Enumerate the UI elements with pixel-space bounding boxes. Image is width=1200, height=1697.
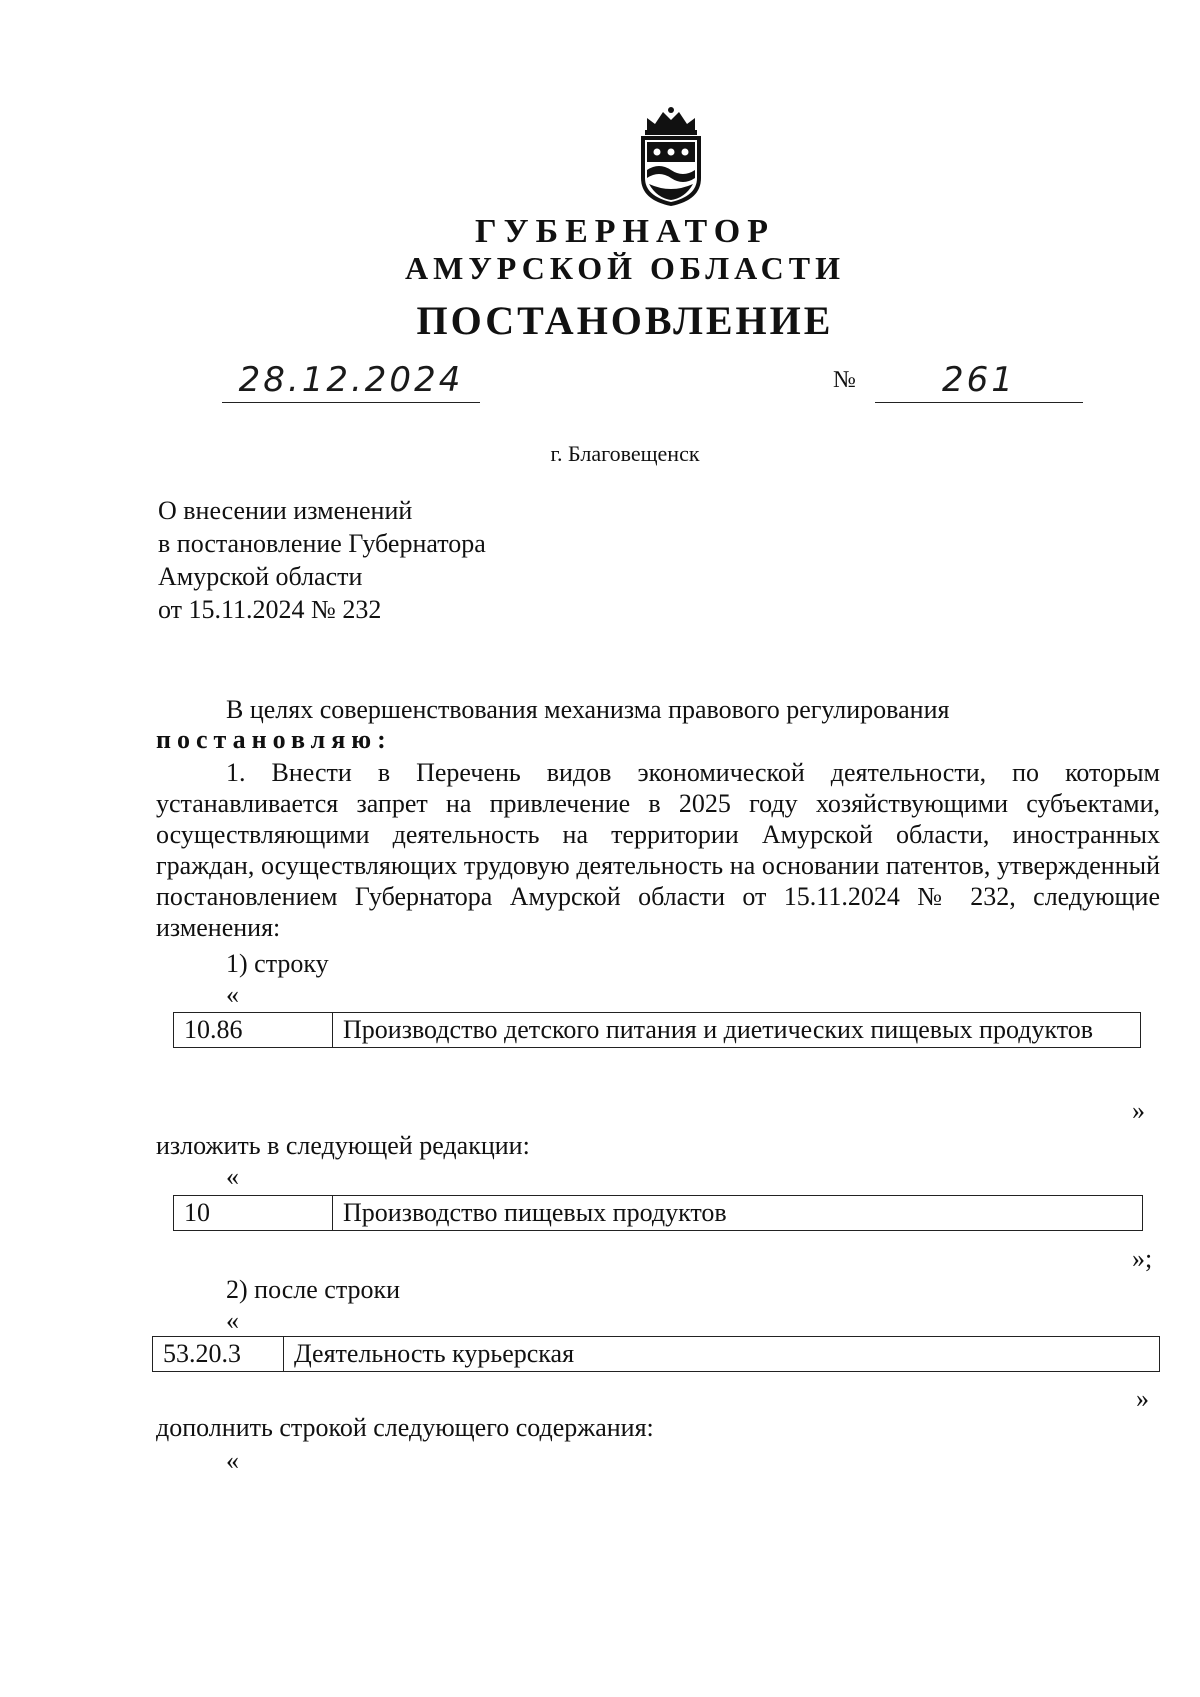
subject-line: от 15.11.2024 № 232 <box>158 595 382 624</box>
subject-line: Амурской области <box>158 562 363 591</box>
activity-code: 53.20.3 <box>153 1337 284 1372</box>
close-quote: » <box>1136 1384 1149 1413</box>
open-quote: « <box>226 1446 239 1475</box>
sub-item-2: 2) после строки <box>226 1275 401 1304</box>
document-type: ПОСТАНОВЛЕНИЕ <box>416 298 834 343</box>
activity-name: Производство детского питания и диетических пищевых продуктов <box>333 1013 1141 1048</box>
activity-code: 10 <box>174 1196 333 1231</box>
activity-name: Деятельность курьерская <box>284 1337 1160 1372</box>
decree-word: постановляю: <box>156 725 392 754</box>
open-quote: « <box>226 980 239 1009</box>
document-date: 28.12.2024 <box>222 360 480 403</box>
subject-line: О внесении изменений <box>158 496 413 525</box>
close-quote: » <box>1132 1096 1145 1125</box>
add-instruction: дополнить строкой следующего содержания: <box>156 1413 654 1442</box>
open-quote: « <box>226 1306 239 1335</box>
issuer-region: АМУРСКОЙ ОБЛАСТИ <box>405 250 845 286</box>
preamble: В целях совершенствования механизма правового регулирования <box>226 695 950 724</box>
replace-instruction: изложить в следующей редакции: <box>156 1131 530 1160</box>
document-subject <box>158 494 486 626</box>
item-1-text: 1. Внести в Перечень видов экономической деятельности, по которым устанавливается запрет на привлечение в 2025 году хозяйствующими субъектами, осуществляющими деятельность на территории Амурской области, иностранных граждан, осуществляющих трудовую деятельность на основании патентов, утвержденный постановлением Губернатора Амурской области от 15.11.2024 № 232, следующие изменения: <box>156 758 1160 942</box>
document-number: 261 <box>875 360 1083 403</box>
city: г. Благовещенск <box>550 441 700 466</box>
table-after-row <box>152 1336 1160 1372</box>
sub-item-1: 1) строку <box>226 949 329 978</box>
close-quote: »; <box>1132 1244 1153 1273</box>
table-new-row <box>173 1195 1143 1231</box>
activity-code: 10.86 <box>174 1013 333 1048</box>
coat-of-arms-icon <box>633 104 709 208</box>
activity-name: Производство пищевых продуктов <box>333 1196 1143 1231</box>
table-old-row <box>173 1012 1141 1048</box>
number-label: № <box>833 367 856 393</box>
issuer-title: ГУБЕРНАТОР <box>475 213 775 250</box>
open-quote: « <box>226 1162 239 1191</box>
subject-line: в постановление Губернатора <box>158 529 486 558</box>
